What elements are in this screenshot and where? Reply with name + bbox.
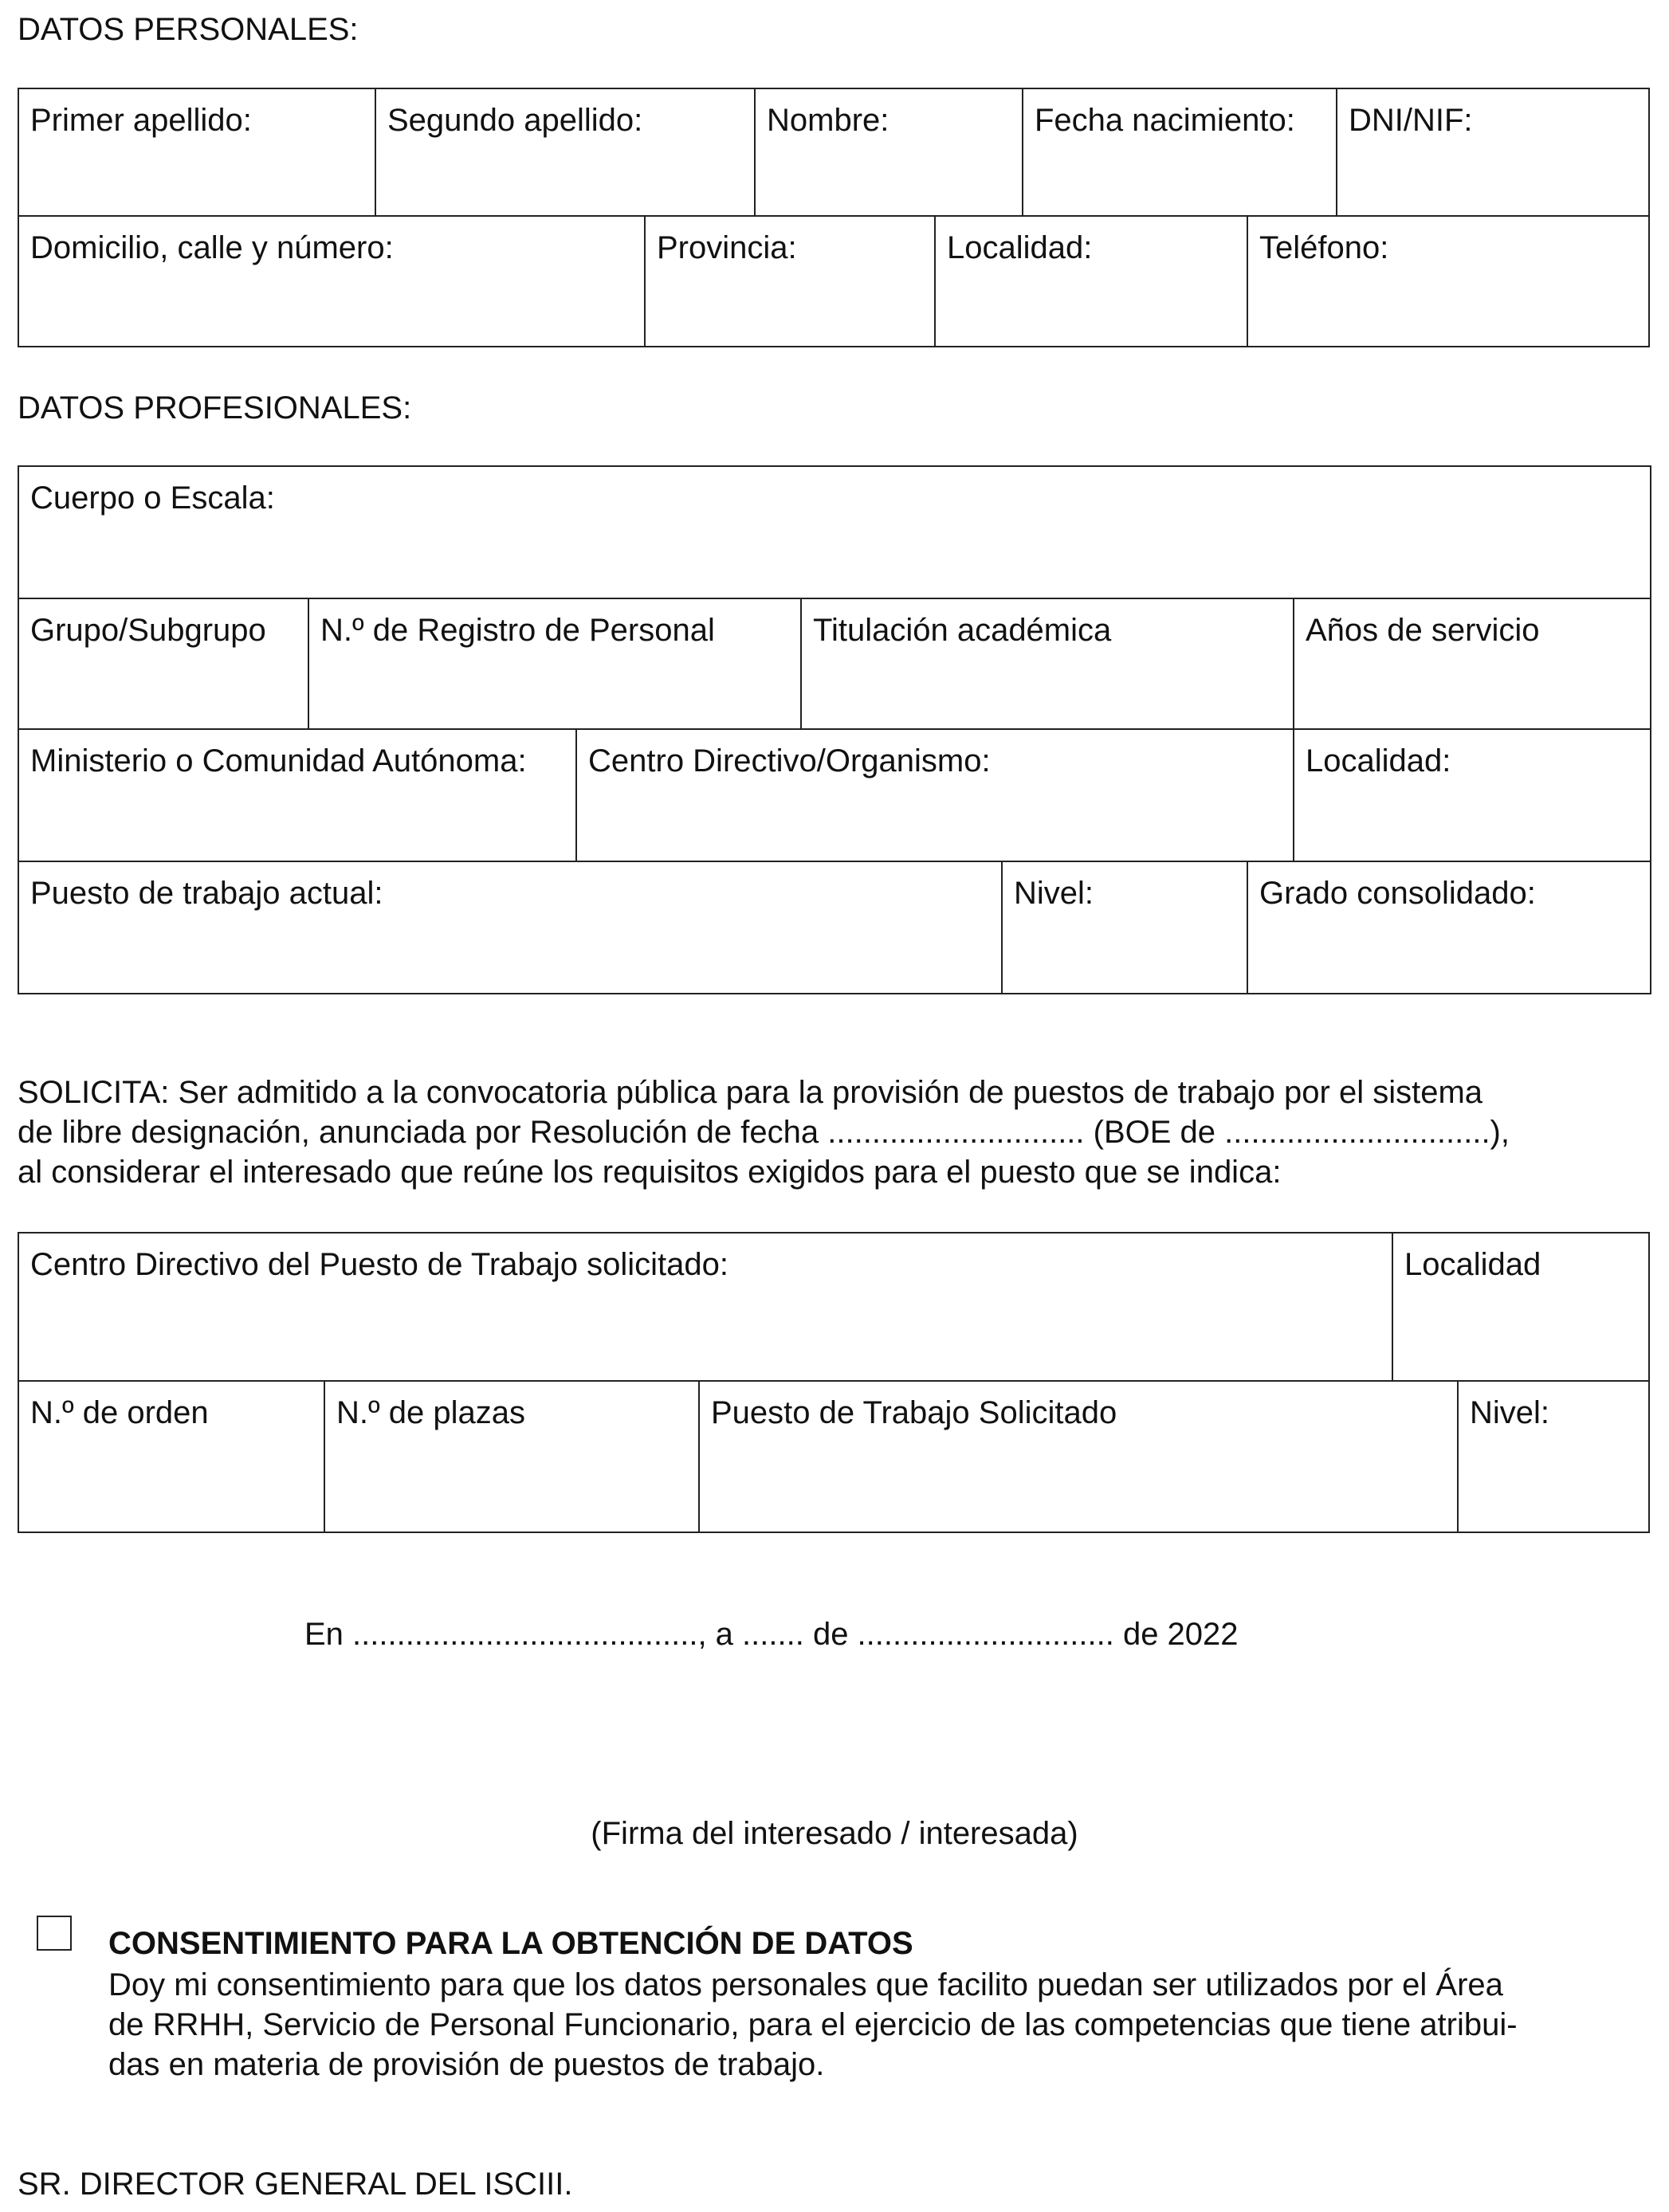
field-label: N.º de orden (30, 1395, 209, 1430)
field-label: Localidad (1404, 1247, 1541, 1282)
field-fecha-nacimiento[interactable] (1023, 89, 1337, 217)
field-nombre[interactable] (756, 89, 1023, 217)
field-titulacion-academica[interactable] (802, 599, 1294, 730)
field-label: Fecha nacimiento: (1035, 103, 1295, 138)
field-label: Localidad: (947, 230, 1093, 265)
field-label: N.º de plazas (336, 1395, 525, 1430)
field-label: Titulación académica (813, 613, 1112, 648)
field-telefono[interactable] (1248, 217, 1648, 346)
solicita-line-3: al considerar el interesado que reúne los requisitos exigidos para el puesto que se indica: (18, 1155, 1282, 1190)
field-label: Grado consolidado: (1259, 876, 1536, 911)
field-label: Primer apellido: (30, 103, 252, 138)
addressee: SR. DIRECTOR GENERAL DEL ISCIII. (18, 2167, 573, 2202)
section-title-personal: DATOS PERSONALES: (18, 12, 359, 47)
field-nivel-solicitado[interactable] (1459, 1382, 1648, 1532)
requested-post-table (18, 1232, 1650, 1533)
signature-caption: (Firma del interesado / interesada) (591, 1816, 1078, 1851)
field-grupo-subgrupo[interactable] (19, 599, 309, 730)
field-label: Segundo apellido: (387, 103, 643, 138)
consent-line-1: Doy mi consentimiento para que los datos personales que facilito puedan ser utilizados por el Área (108, 1967, 1503, 2002)
field-label: Nombre: (767, 103, 889, 138)
field-segundo-apellido[interactable] (376, 89, 756, 217)
field-cuerpo-escala[interactable] (19, 467, 1650, 599)
field-localidad-profesional[interactable] (1294, 730, 1650, 862)
field-label: Puesto de trabajo actual: (30, 876, 383, 911)
field-registro-personal[interactable] (309, 599, 802, 730)
field-label: Nivel: (1014, 876, 1094, 911)
field-ministerio-comunidad[interactable] (19, 730, 577, 862)
field-centro-directivo-solicitado[interactable] (19, 1233, 1393, 1382)
field-grado-consolidado[interactable] (1248, 862, 1650, 993)
consent-title: CONSENTIMIENTO PARA LA OBTENCIÓN DE DATOS (108, 1926, 913, 1961)
field-label: Cuerpo o Escala: (30, 480, 275, 516)
professional-data-table (18, 465, 1651, 994)
field-label: Centro Directivo del Puesto de Trabajo solicitado: (30, 1247, 729, 1282)
field-label: Provincia: (657, 230, 797, 265)
solicita-line-1: SOLICITA: Ser admitido a la convocatoria pública para la provisión de puestos de trabajo por el sistema (18, 1075, 1483, 1110)
field-puesto-solicitado[interactable] (700, 1382, 1459, 1532)
field-dni-nif[interactable] (1337, 89, 1648, 217)
solicita-line-2: de libre designación, anunciada por Resolución de fecha ............................. (BOE de ..............................), (18, 1115, 1510, 1150)
field-domicilio[interactable] (19, 217, 646, 346)
consent-line-2: de RRHH, Servicio de Personal Funcionario, para el ejercicio de las competencias que tiene atribui- (108, 2007, 1518, 2042)
field-primer-apellido[interactable] (19, 89, 376, 217)
field-label: DNI/NIF: (1349, 103, 1473, 138)
field-label: Localidad: (1306, 743, 1451, 779)
field-numero-plazas[interactable] (325, 1382, 700, 1532)
personal-data-table (18, 88, 1650, 347)
field-puesto-actual[interactable] (19, 862, 1003, 993)
section-title-professional: DATOS PROFESIONALES: (18, 390, 412, 426)
field-centro-directivo-organismo[interactable] (577, 730, 1294, 862)
field-label: N.º de Registro de Personal (320, 613, 715, 648)
consent-checkbox[interactable] (37, 1916, 72, 1951)
field-label: Nivel: (1470, 1395, 1550, 1430)
field-label: Teléfono: (1259, 230, 1389, 265)
field-localidad[interactable] (936, 217, 1248, 346)
field-label: Domicilio, calle y número: (30, 230, 394, 265)
field-label: Grupo/Subgrupo (30, 613, 266, 648)
consent-line-3: das en materia de provisión de puestos de trabajo. (108, 2047, 825, 2082)
field-localidad-solicitada[interactable] (1393, 1233, 1648, 1382)
place-date-line: En ......................................., a ....... de ............................. de 2022 (304, 1617, 1239, 1652)
field-nivel-actual[interactable] (1003, 862, 1248, 993)
field-label: Años de servicio (1306, 613, 1540, 648)
field-label: Centro Directivo/Organismo: (588, 743, 991, 779)
field-numero-orden[interactable] (19, 1382, 325, 1532)
field-provincia[interactable] (646, 217, 936, 346)
field-label: Ministerio o Comunidad Autónoma: (30, 743, 527, 779)
field-label: Puesto de Trabajo Solicitado (711, 1395, 1117, 1430)
field-anos-servicio[interactable] (1294, 599, 1650, 730)
